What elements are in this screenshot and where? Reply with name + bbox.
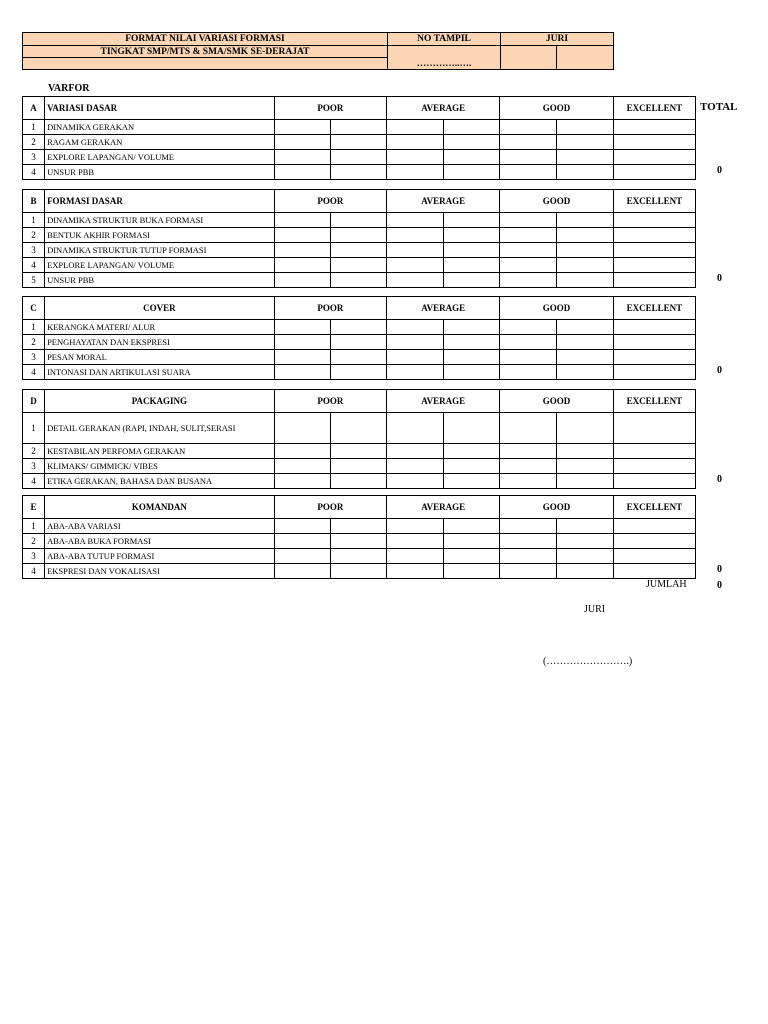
criteria-number: 2	[23, 444, 45, 459]
score-cell[interactable]	[330, 519, 386, 534]
criteria-label: ABA-ABA VARIASI	[45, 519, 275, 534]
score-cell[interactable]	[613, 335, 695, 350]
criteria-number: 4	[23, 474, 45, 489]
score-cell[interactable]	[387, 564, 444, 579]
rating-header: GOOD	[500, 390, 613, 413]
score-cell[interactable]	[613, 564, 695, 579]
jumlah-label: JUMLAH	[646, 579, 687, 590]
score-cell[interactable]	[500, 243, 556, 258]
score-cell[interactable]	[330, 120, 386, 135]
score-cell[interactable]	[500, 120, 556, 135]
score-cell[interactable]	[500, 564, 556, 579]
score-cell[interactable]	[274, 444, 330, 459]
score-cell[interactable]	[330, 365, 386, 380]
score-cell[interactable]	[330, 549, 386, 564]
criteria-number: 4	[23, 365, 45, 380]
score-cell[interactable]	[556, 474, 613, 489]
score-cell[interactable]	[274, 534, 330, 549]
score-cell[interactable]	[330, 243, 386, 258]
score-cell[interactable]	[444, 534, 500, 549]
section-total: 0	[717, 474, 722, 485]
score-cell[interactable]	[274, 335, 330, 350]
score-cell[interactable]	[387, 273, 444, 288]
score-cell[interactable]	[387, 135, 444, 150]
criteria-number: 2	[23, 534, 45, 549]
rating-header: AVERAGE	[387, 190, 500, 213]
score-cell[interactable]	[500, 273, 556, 288]
criteria-number: 1	[23, 413, 45, 444]
score-cell[interactable]	[274, 135, 330, 150]
score-cell[interactable]	[556, 564, 613, 579]
score-cell[interactable]	[613, 413, 695, 444]
criteria-label: DINAMIKA STRUKTUR BUKA FORMASI	[45, 213, 275, 228]
section-title: FORMASI DASAR	[45, 190, 275, 213]
score-cell[interactable]	[330, 165, 386, 180]
section-table-a	[22, 96, 696, 180]
score-cell[interactable]	[274, 165, 330, 180]
score-cell[interactable]	[274, 549, 330, 564]
score-cell[interactable]	[556, 350, 613, 365]
score-cell[interactable]	[274, 365, 330, 380]
score-cell[interactable]	[556, 135, 613, 150]
score-cell[interactable]	[274, 213, 330, 228]
criteria-row	[23, 350, 696, 365]
rating-header: EXCELLENT	[613, 390, 695, 413]
criteria-number: 2	[23, 335, 45, 350]
section-letter: B	[23, 190, 45, 213]
score-cell[interactable]	[330, 213, 386, 228]
score-cell[interactable]	[274, 350, 330, 365]
criteria-label: INTONASI DAN ARTIKULASI SUARA	[45, 365, 275, 380]
criteria-row	[23, 320, 696, 335]
rating-header: POOR	[274, 496, 386, 519]
criteria-number: 1	[23, 213, 45, 228]
criteria-label: KERANGKA MATERI/ ALUR	[45, 320, 275, 335]
score-cell[interactable]	[556, 365, 613, 380]
score-cell[interactable]	[444, 135, 500, 150]
score-cell[interactable]	[500, 413, 556, 444]
score-cell[interactable]	[274, 228, 330, 243]
rating-header: POOR	[274, 297, 386, 320]
score-cell[interactable]	[613, 444, 695, 459]
criteria-label: UNSUR PBB	[45, 165, 275, 180]
score-cell[interactable]	[387, 350, 444, 365]
score-cell[interactable]	[500, 444, 556, 459]
score-cell[interactable]	[274, 320, 330, 335]
rating-header: EXCELLENT	[613, 297, 695, 320]
criteria-row	[23, 534, 696, 549]
score-cell[interactable]	[613, 213, 695, 228]
score-cell[interactable]	[274, 150, 330, 165]
score-cell[interactable]	[387, 534, 444, 549]
criteria-row	[23, 335, 696, 350]
rating-header: EXCELLENT	[613, 190, 695, 213]
score-cell[interactable]	[500, 549, 556, 564]
score-cell[interactable]	[330, 228, 386, 243]
criteria-label: UNSUR PBB	[45, 273, 275, 288]
criteria-number: 4	[23, 258, 45, 273]
score-cell[interactable]	[613, 150, 695, 165]
score-cell[interactable]	[444, 228, 500, 243]
score-cell[interactable]	[444, 365, 500, 380]
score-cell[interactable]	[444, 519, 500, 534]
score-cell[interactable]	[613, 549, 695, 564]
total-label: TOTAL	[700, 101, 738, 113]
score-cell[interactable]	[387, 413, 444, 444]
score-cell[interactable]	[556, 335, 613, 350]
score-cell[interactable]	[387, 549, 444, 564]
score-cell[interactable]	[330, 413, 386, 444]
criteria-number: 3	[23, 350, 45, 365]
score-cell[interactable]	[500, 213, 556, 228]
section-table-e	[22, 495, 696, 579]
section-table-b	[22, 189, 696, 288]
score-cell[interactable]	[274, 474, 330, 489]
score-cell[interactable]	[274, 519, 330, 534]
score-cell[interactable]	[556, 258, 613, 273]
section-letter: E	[23, 496, 45, 519]
score-cell[interactable]	[500, 474, 556, 489]
score-cell[interactable]	[444, 213, 500, 228]
criteria-row	[23, 213, 696, 228]
criteria-row	[23, 474, 696, 489]
rating-header: POOR	[274, 97, 386, 120]
section-total: 0	[717, 273, 722, 284]
score-cell[interactable]	[387, 228, 444, 243]
score-cell[interactable]	[444, 243, 500, 258]
score-cell[interactable]	[330, 273, 386, 288]
score-cell[interactable]	[274, 413, 330, 444]
rating-header: AVERAGE	[387, 390, 500, 413]
section-title: COVER	[45, 297, 275, 320]
score-cell[interactable]	[274, 459, 330, 474]
score-cell[interactable]	[387, 320, 444, 335]
score-cell[interactable]	[613, 474, 695, 489]
score-cell[interactable]	[613, 320, 695, 335]
score-cell[interactable]	[387, 120, 444, 135]
criteria-row	[23, 165, 696, 180]
score-cell[interactable]	[444, 120, 500, 135]
score-cell[interactable]	[500, 350, 556, 365]
score-cell[interactable]	[444, 150, 500, 165]
criteria-label: EKSPRESI DAN VOKALISASI	[45, 564, 275, 579]
criteria-label: EXPLORE LAPANGAN/ VOLUME	[45, 258, 275, 273]
score-cell[interactable]	[556, 519, 613, 534]
criteria-label: KLIMAKS/ GIMMICK/ VIBES	[45, 459, 275, 474]
score-cell[interactable]	[556, 165, 613, 180]
score-cell[interactable]	[330, 335, 386, 350]
score-cell[interactable]	[613, 258, 695, 273]
score-cell[interactable]	[444, 459, 500, 474]
score-cell[interactable]	[613, 135, 695, 150]
rating-header: POOR	[274, 190, 386, 213]
criteria-number: 3	[23, 150, 45, 165]
score-cell[interactable]	[556, 273, 613, 288]
rating-header: GOOD	[500, 496, 613, 519]
juri-header-label: JURI	[501, 33, 614, 46]
score-cell[interactable]	[444, 335, 500, 350]
criteria-row	[23, 228, 696, 243]
score-cell[interactable]	[330, 320, 386, 335]
score-cell[interactable]	[274, 243, 330, 258]
score-cell[interactable]	[444, 320, 500, 335]
score-cell[interactable]	[556, 444, 613, 459]
score-cell[interactable]	[613, 350, 695, 365]
section-total: 0	[717, 564, 722, 575]
score-cell[interactable]	[330, 474, 386, 489]
criteria-row	[23, 519, 696, 534]
score-cell[interactable]	[274, 564, 330, 579]
section-total: 0	[717, 165, 722, 176]
score-cell[interactable]	[387, 459, 444, 474]
criteria-number: 2	[23, 228, 45, 243]
score-cell[interactable]	[444, 413, 500, 444]
rating-header: AVERAGE	[387, 496, 500, 519]
header-table	[22, 32, 614, 70]
score-cell[interactable]	[500, 135, 556, 150]
score-cell[interactable]	[330, 258, 386, 273]
score-cell[interactable]	[556, 413, 613, 444]
criteria-row	[23, 243, 696, 258]
criteria-number: 1	[23, 320, 45, 335]
signature-line[interactable]: (…………………….)	[543, 656, 633, 667]
score-cell[interactable]	[613, 120, 695, 135]
score-cell[interactable]	[330, 564, 386, 579]
score-cell[interactable]	[613, 365, 695, 380]
criteria-row	[23, 413, 696, 444]
juri-cell-1[interactable]	[501, 46, 557, 70]
rating-header: GOOD	[500, 97, 613, 120]
no-tampil-value[interactable]: …………..….	[388, 46, 501, 70]
rating-header: GOOD	[500, 190, 613, 213]
score-cell[interactable]	[500, 365, 556, 380]
score-cell[interactable]	[556, 228, 613, 243]
section-letter: C	[23, 297, 45, 320]
footer-juri-label: JURI	[584, 604, 606, 615]
criteria-label: ABA-ABA TUTUP FORMASI	[45, 549, 275, 564]
score-cell[interactable]	[500, 150, 556, 165]
section-title: PACKAGING	[45, 390, 275, 413]
section-letter: A	[23, 97, 45, 120]
score-cell[interactable]	[387, 150, 444, 165]
score-cell[interactable]	[613, 519, 695, 534]
score-cell[interactable]	[330, 459, 386, 474]
jumlah-value: 0	[717, 580, 722, 591]
juri-cell-2[interactable]	[557, 46, 614, 70]
score-cell[interactable]	[500, 258, 556, 273]
criteria-row	[23, 135, 696, 150]
score-cell[interactable]	[330, 534, 386, 549]
score-cell[interactable]	[556, 549, 613, 564]
score-cell[interactable]	[556, 213, 613, 228]
score-cell[interactable]	[387, 165, 444, 180]
score-cell[interactable]	[444, 474, 500, 489]
rating-header: GOOD	[500, 297, 613, 320]
criteria-label: KESTABILAN PERFOMA GERAKAN	[45, 444, 275, 459]
criteria-number: 1	[23, 120, 45, 135]
section-letter: D	[23, 390, 45, 413]
section-title: KOMANDAN	[45, 496, 275, 519]
criteria-number: 4	[23, 564, 45, 579]
score-cell[interactable]	[613, 243, 695, 258]
criteria-label: DINAMIKA STRUKTUR TUTUP FORMASI	[45, 243, 275, 258]
criteria-row	[23, 273, 696, 288]
score-cell[interactable]	[330, 444, 386, 459]
criteria-number: 3	[23, 243, 45, 258]
criteria-row	[23, 459, 696, 474]
criteria-label: DINAMIKA GERAKAN	[45, 120, 275, 135]
score-cell[interactable]	[613, 165, 695, 180]
score-cell[interactable]	[387, 258, 444, 273]
form-subtitle: TINGKAT SMP/MTS & SMA/SMK SE-DERAJAT	[23, 46, 388, 58]
score-cell[interactable]	[330, 350, 386, 365]
criteria-number: 3	[23, 549, 45, 564]
criteria-row	[23, 564, 696, 579]
criteria-number: 1	[23, 519, 45, 534]
criteria-label: ETIKA GERAKAN, BAHASA DAN BUSANA	[45, 474, 275, 489]
section-title: VARIASI DASAR	[45, 97, 275, 120]
criteria-label: EXPLORE LAPANGAN/ VOLUME	[45, 150, 275, 165]
score-cell[interactable]	[500, 165, 556, 180]
criteria-row	[23, 258, 696, 273]
score-cell[interactable]	[387, 213, 444, 228]
score-cell[interactable]	[444, 564, 500, 579]
rating-header: AVERAGE	[387, 297, 500, 320]
score-cell[interactable]	[387, 335, 444, 350]
criteria-number: 3	[23, 459, 45, 474]
score-cell[interactable]	[274, 273, 330, 288]
score-cell[interactable]	[387, 365, 444, 380]
criteria-number: 5	[23, 273, 45, 288]
section-table-c	[22, 296, 696, 380]
score-cell[interactable]	[444, 350, 500, 365]
section-table-d	[22, 389, 696, 489]
criteria-row	[23, 549, 696, 564]
score-cell[interactable]	[500, 519, 556, 534]
score-cell[interactable]	[613, 228, 695, 243]
score-cell[interactable]	[613, 273, 695, 288]
criteria-label: BENTUK AKHIR FORMASI	[45, 228, 275, 243]
score-cell[interactable]	[500, 228, 556, 243]
no-tampil-label: NO TAMPIL	[388, 33, 501, 46]
rating-header: EXCELLENT	[613, 97, 695, 120]
criteria-row	[23, 444, 696, 459]
form-subtitle-blank	[23, 58, 388, 70]
criteria-row	[23, 150, 696, 165]
score-cell[interactable]	[444, 549, 500, 564]
score-cell[interactable]	[274, 258, 330, 273]
score-cell[interactable]	[500, 534, 556, 549]
score-cell[interactable]	[444, 258, 500, 273]
score-cell[interactable]	[387, 444, 444, 459]
rating-header: EXCELLENT	[613, 496, 695, 519]
score-cell[interactable]	[500, 335, 556, 350]
score-cell[interactable]	[444, 165, 500, 180]
criteria-row	[23, 120, 696, 135]
score-cell[interactable]	[500, 320, 556, 335]
score-cell[interactable]	[556, 320, 613, 335]
criteria-label: PENGHAYATAN DAN EKSPRESI	[45, 335, 275, 350]
score-cell[interactable]	[387, 474, 444, 489]
score-cell[interactable]	[556, 150, 613, 165]
criteria-row	[23, 365, 696, 380]
score-cell[interactable]	[613, 459, 695, 474]
score-cell[interactable]	[387, 243, 444, 258]
section-total: 0	[717, 365, 722, 376]
score-cell[interactable]	[613, 534, 695, 549]
score-cell[interactable]	[444, 273, 500, 288]
score-cell[interactable]	[556, 120, 613, 135]
score-cell[interactable]	[387, 519, 444, 534]
score-cell[interactable]	[556, 243, 613, 258]
criteria-label: RAGAM GERAKAN	[45, 135, 275, 150]
rating-header: POOR	[274, 390, 386, 413]
form-title: FORMAT NILAI VARIASI FORMASI	[23, 33, 388, 46]
rating-header: AVERAGE	[387, 97, 500, 120]
score-cell[interactable]	[444, 444, 500, 459]
criteria-number: 2	[23, 135, 45, 150]
criteria-label: ABA-ABA BUKA FORMASI	[45, 534, 275, 549]
varfor-label: VARFOR	[48, 83, 90, 94]
score-cell[interactable]	[556, 459, 613, 474]
score-cell[interactable]	[330, 150, 386, 165]
score-cell[interactable]	[274, 120, 330, 135]
criteria-label: DETAIL GERAKAN (RAPI, INDAH, SULIT,SERASI	[45, 413, 275, 444]
score-cell[interactable]	[556, 534, 613, 549]
score-cell[interactable]	[330, 135, 386, 150]
criteria-label: PESAN MORAL	[45, 350, 275, 365]
score-cell[interactable]	[500, 459, 556, 474]
criteria-number: 4	[23, 165, 45, 180]
